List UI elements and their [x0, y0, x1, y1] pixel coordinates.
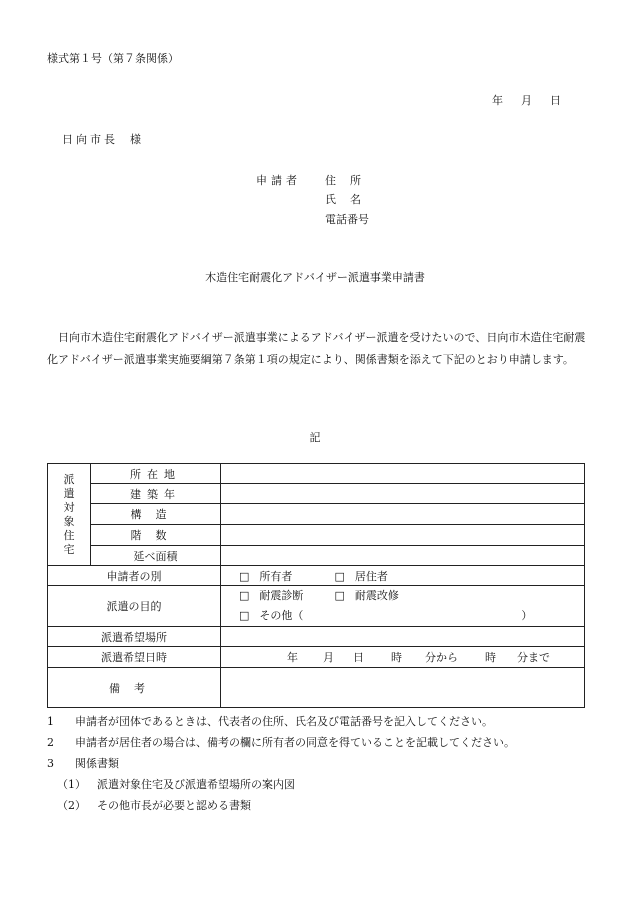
table-row: [48, 504, 585, 525]
note-number: 2: [47, 736, 54, 749]
applicant-label: 申請者: [256, 174, 301, 187]
desired-datetime-label: 派遣希望日時: [48, 647, 221, 668]
table-row: [48, 668, 585, 708]
sub-text: 派遣対象住宅及び派遣希望場所の案内図: [97, 778, 295, 791]
note-text: 関係書類: [75, 757, 119, 770]
table-row: [48, 484, 585, 504]
group-label-char: 対: [63, 500, 75, 514]
table-row: [48, 525, 585, 546]
date-day: 日: [550, 94, 561, 107]
ki-marker: 記: [309, 431, 321, 444]
notes: [47, 711, 515, 816]
dt-min-from: 分から: [425, 651, 458, 664]
target-house-group-label: [48, 464, 91, 566]
form-number: 様式第１号（第７条関係）: [47, 52, 179, 65]
table-row: [48, 566, 585, 586]
application-table: [47, 463, 585, 708]
structure-label: 構造: [91, 504, 221, 525]
location-label: 所在地: [91, 464, 221, 484]
note-3: [47, 753, 515, 774]
dt-day: 日: [353, 651, 364, 664]
remarks-field[interactable]: [221, 668, 585, 708]
structure-field[interactable]: [221, 504, 585, 525]
diagnosis-checkbox[interactable]: □: [239, 589, 250, 602]
note-3-sub-2: [47, 795, 515, 816]
floors-field[interactable]: [221, 525, 585, 546]
resident-checkbox[interactable]: □: [334, 569, 345, 583]
year-built-field[interactable]: [221, 484, 585, 504]
note-1: [47, 711, 515, 732]
dt-year: 年: [287, 651, 298, 664]
note-number: 1: [47, 715, 54, 728]
retrofit-checkbox[interactable]: □: [334, 589, 345, 602]
table-row: [48, 627, 585, 647]
date-line: [492, 92, 561, 108]
floor-area-label: 延べ面積: [91, 546, 221, 566]
purpose-options: [221, 586, 585, 627]
note-text: 申請者が団体であるときは、代表者の住所、氏名及び電話番号を記入してください。: [75, 715, 493, 728]
name-label: 氏名: [325, 193, 375, 206]
date-year: 年: [492, 94, 503, 107]
owner-checkbox[interactable]: □: [239, 569, 250, 583]
honorific: 様: [130, 133, 141, 146]
sub-text: その他市長が必要と認める書類: [97, 799, 251, 812]
note-text: 申請者が居住者の場合は、備考の欄に所有者の同意を得ていることを記載してください。: [75, 736, 515, 749]
location-field[interactable]: [221, 464, 585, 484]
date-month: 月: [521, 94, 532, 107]
desired-datetime-field[interactable]: [221, 647, 585, 668]
owner-option-label: 所有者: [259, 569, 293, 583]
desired-place-label: 派遣希望場所: [48, 627, 221, 647]
dt-month: 月: [323, 651, 334, 664]
addressee-name: 日向市長: [62, 133, 118, 146]
year-built-label: 建築年: [91, 484, 221, 504]
note-number: 3: [47, 757, 54, 770]
other-option-label: その他（: [259, 609, 304, 622]
group-label-char: 住: [63, 528, 75, 542]
table-row: [48, 586, 585, 627]
group-label-char: 派: [63, 472, 75, 486]
address-label: 住所: [325, 174, 375, 187]
other-close-paren: ）: [521, 609, 533, 622]
desired-place-field[interactable]: [221, 627, 585, 647]
body-paragraph: 日向市木造住宅耐震化アドバイザー派遣事業によるアドバイザー派遣を受けたいので、日向市木造住宅耐震化アドバイザー派遣事業実施要綱第７条第１項の規定により、関係書類を添えて下記のとおり申請します。: [47, 331, 586, 366]
retrofit-option-label: 耐震改修: [354, 589, 399, 602]
remarks-label: 備考: [48, 668, 221, 708]
floors-label: 階数: [91, 525, 221, 546]
sub-number: （1）: [57, 778, 86, 791]
table-row: [48, 546, 585, 566]
addressee: [62, 131, 141, 147]
sub-number: （2）: [57, 799, 86, 812]
table-row: [48, 464, 585, 484]
table-row: [48, 647, 585, 668]
diagnosis-option-label: 耐震診断: [259, 589, 304, 602]
group-label-char: 宅: [63, 542, 75, 556]
dt-hour-from: 時: [391, 651, 402, 664]
dt-min-to: 分まで: [517, 651, 550, 664]
purpose-label: 派遣の目的: [48, 586, 221, 627]
resident-option-label: 居住者: [354, 569, 388, 583]
dt-hour-to: 時: [485, 651, 496, 664]
note-3-sub-1: [47, 774, 515, 795]
floor-area-field[interactable]: [221, 546, 585, 566]
group-label-char: 象: [63, 514, 75, 528]
document-title: 木造住宅耐震化アドバイザー派遣事業申請書: [205, 271, 425, 284]
applicant-type-options: [221, 566, 585, 586]
other-checkbox[interactable]: □: [239, 609, 250, 622]
group-label-char: 遣: [63, 486, 75, 500]
phone-label: 電話番号: [325, 213, 369, 226]
note-2: [47, 732, 515, 753]
applicant-type-label: 申請者の別: [48, 566, 221, 586]
